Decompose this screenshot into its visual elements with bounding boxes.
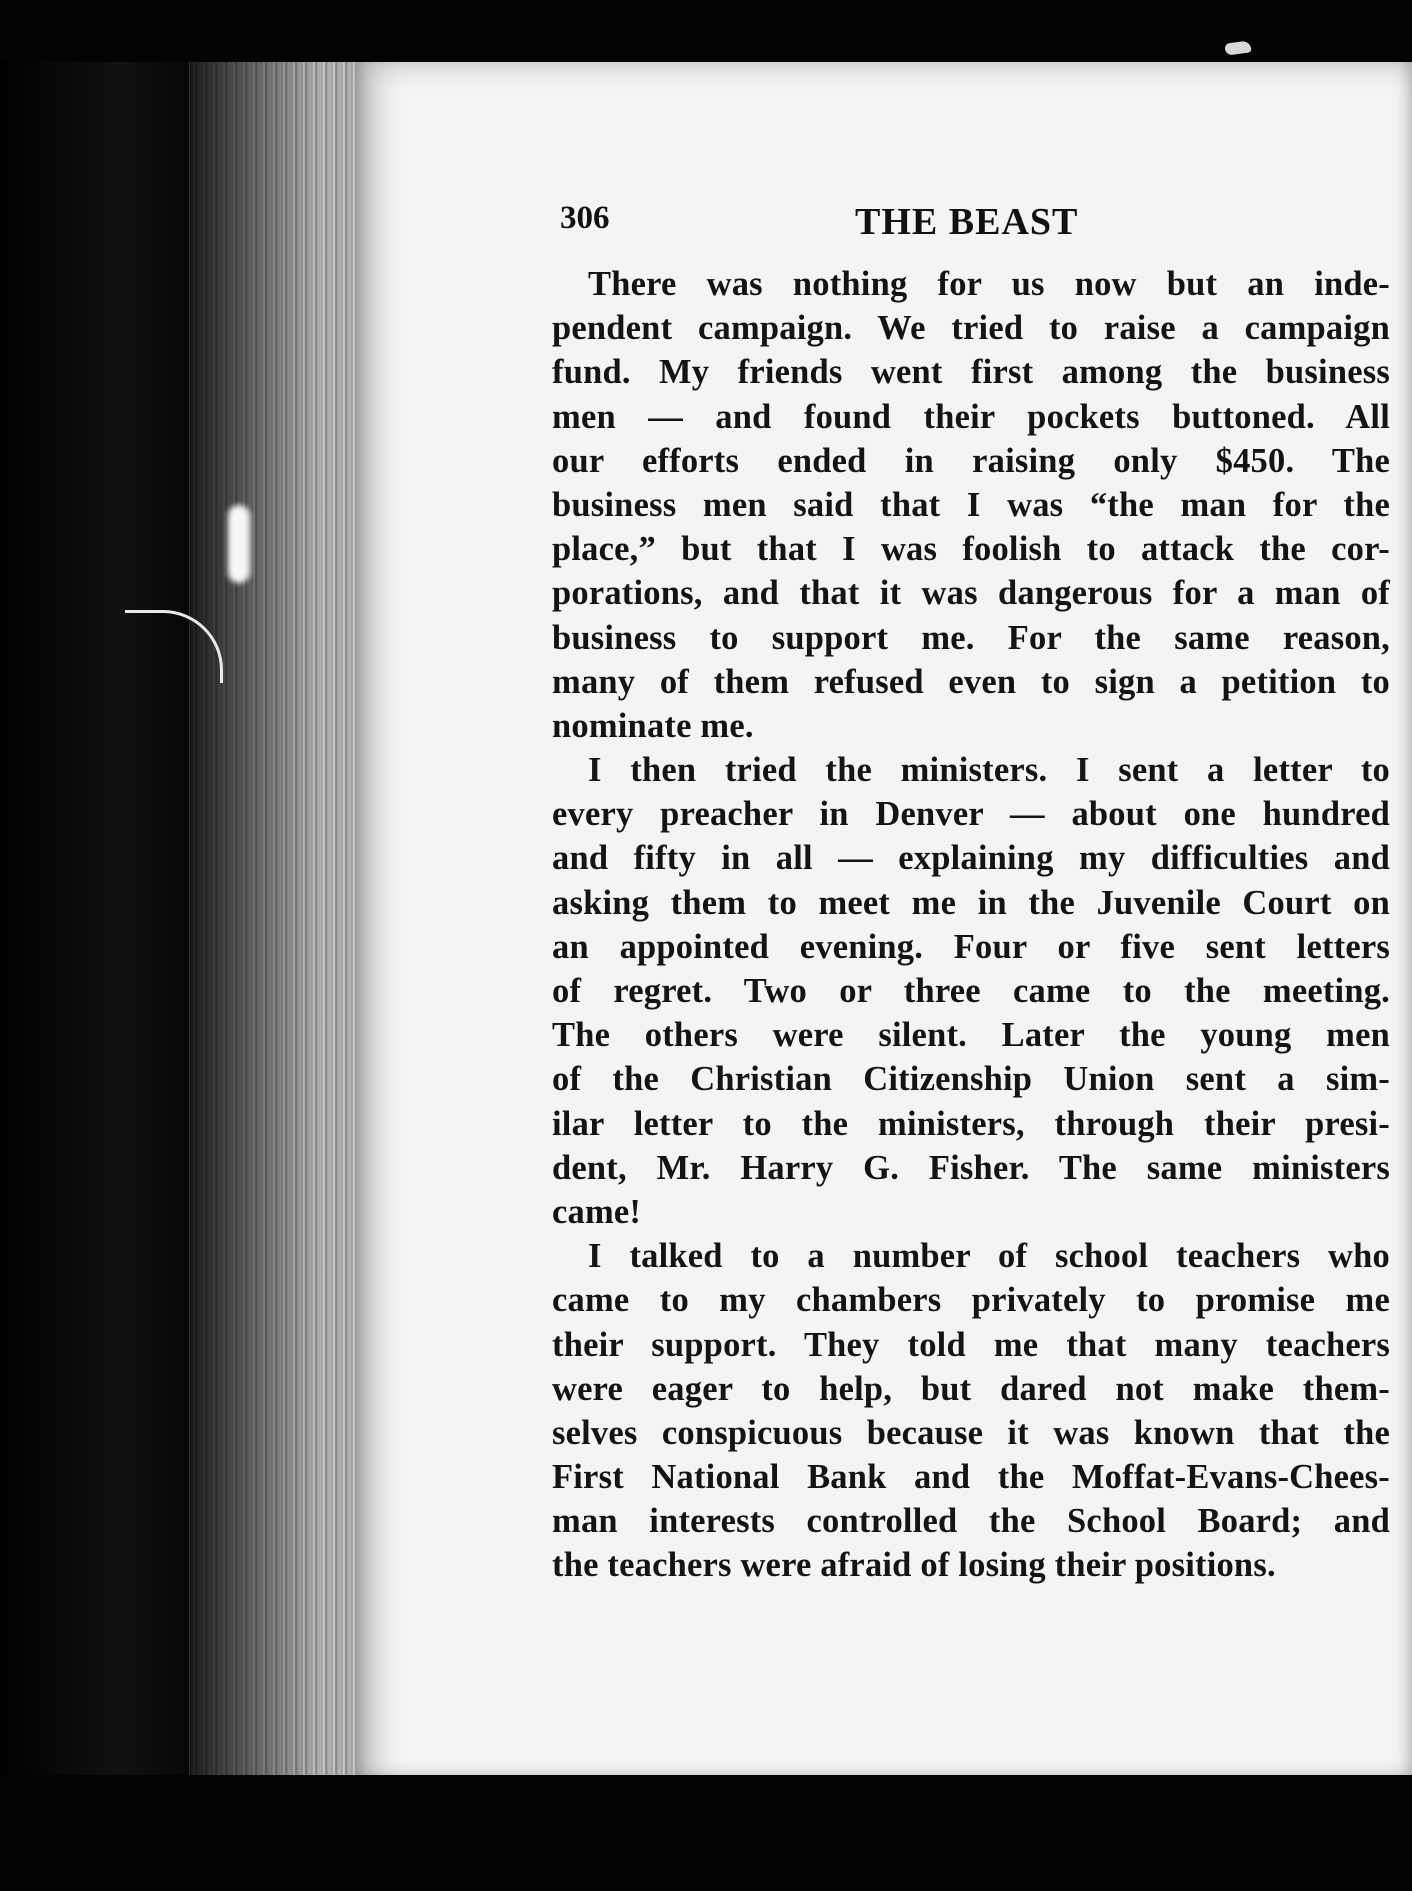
text-line: The others were silent. Later the young men [552,1016,1390,1055]
text-line: many of them refused even to sign a petition to [552,662,1390,701]
edge-glare [228,505,250,583]
text-line: came to my chambers privately to promise me [552,1281,1390,1320]
text-line: of the Christian Citizenship Union sent a sim- [552,1060,1390,1099]
text-line: and fifty in all — explaining my difficulties and [552,839,1390,878]
top-dark-band [0,0,1412,62]
text-line: the teachers were afraid of losing their positions. [552,1546,1276,1585]
text-line: business men said that I was “the man for the [552,485,1390,524]
text-line: our efforts ended in raising only $450. The [552,441,1390,480]
text-line: their support. They told me that many teachers [552,1325,1390,1364]
book-edge-shading [190,40,320,1780]
text-line: place,” but that I was foolish to attack the cor- [552,530,1390,569]
text-line: pendent campaign. We tried to raise a campaign [552,309,1390,348]
text-line: ilar letter to the ministers, through their presi- [552,1104,1390,1143]
text-line: fund. My friends went first among the business [552,353,1390,392]
text-line: nominate me. [552,706,754,745]
text-line: I then tried the ministers. I sent a letter to [588,751,1390,790]
text-line: of regret. Two or three came to the meeting. [552,972,1390,1010]
spine-shadow [0,0,200,1891]
paragraph [552,262,1390,748]
text-line: There was nothing for us now but an inde- [588,265,1390,303]
text-line: were eager to help, but dared not make them- [552,1369,1390,1408]
text-line: men — and found their pockets buttoned. All [552,397,1390,436]
text-line: dent, Mr. Harry G. Fisher. The same ministers [552,1148,1390,1187]
paragraph [552,1234,1390,1588]
text-line: an appointed evening. Four or five sent letters [552,927,1390,966]
page-header [560,200,1320,250]
paragraph [552,748,1390,1234]
running-head: THE BEAST [855,201,1079,243]
bottom-dark-band [0,1775,1412,1891]
body-text [552,262,1390,1588]
text-line: man interests controlled the School Board; and [552,1502,1390,1541]
text-line: came! [552,1192,642,1231]
text-line: asking them to meet me in the Juvenile Court on [552,883,1390,922]
text-line: porations, and that it was dangerous for a man of [552,574,1390,613]
text-line: I talked to a number of school teachers who [588,1237,1390,1276]
text-line: First National Bank and the Moffat-Evans-Chees- [552,1458,1390,1497]
text-line: business to support me. For the same reason, [552,618,1390,657]
text-line: selves conspicuous because it was known that the [552,1413,1390,1452]
page-number: 306 [560,200,610,236]
text-line: every preacher in Denver — about one hundred [552,795,1390,834]
